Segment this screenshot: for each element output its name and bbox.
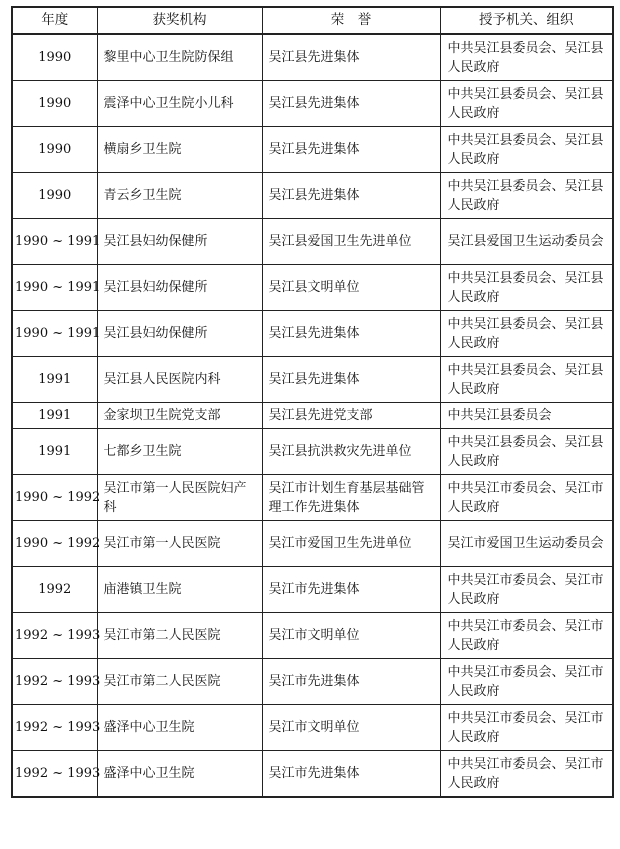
table-row	[12, 81, 613, 127]
grantor-cell: 中共吴江县委员会、吴江县人民政府	[440, 81, 613, 127]
table-row	[12, 429, 613, 475]
honor-cell: 吴江市文明单位	[262, 613, 440, 659]
institution-cell: 庙港镇卫生院	[97, 567, 262, 613]
institution-cell: 吴江县妇幼保健所	[97, 219, 262, 265]
grantor-cell: 中共吴江市委员会、吴江市人民政府	[440, 705, 613, 751]
honor-cell: 吴江县先进集体	[262, 127, 440, 173]
grantor-cell: 中共吴江县委员会	[440, 403, 613, 429]
table-row	[12, 475, 613, 521]
table-row	[12, 403, 613, 429]
year-cell: 1990	[12, 173, 97, 219]
table-row	[12, 173, 613, 219]
header-year: 年度	[12, 7, 97, 34]
grantor-cell: 中共吴江县委员会、吴江县人民政府	[440, 311, 613, 357]
year-cell: 1992 ~ 1993	[12, 613, 97, 659]
institution-cell: 吴江市第二人民医院	[97, 613, 262, 659]
year-cell: 1990	[12, 81, 97, 127]
institution-cell: 吴江县人民医院内科	[97, 357, 262, 403]
grantor-cell: 中共吴江县委员会、吴江县人民政府	[440, 265, 613, 311]
header-grantor: 授予机关、组织	[440, 7, 613, 34]
institution-cell: 盛泽中心卫生院	[97, 751, 262, 798]
institution-cell: 吴江市第一人民医院妇产科	[97, 475, 262, 521]
honor-cell: 吴江县先进集体	[262, 311, 440, 357]
grantor-cell: 中共吴江市委员会、吴江市人民政府	[440, 659, 613, 705]
year-cell: 1991	[12, 429, 97, 475]
table-row	[12, 219, 613, 265]
header-row	[12, 7, 613, 34]
honor-cell: 吴江县先进党支部	[262, 403, 440, 429]
institution-cell: 七都乡卫生院	[97, 429, 262, 475]
grantor-cell: 中共吴江县委员会、吴江县人民政府	[440, 34, 613, 81]
grantor-cell: 中共吴江县委员会、吴江县人民政府	[440, 357, 613, 403]
table-row	[12, 567, 613, 613]
institution-cell: 盛泽中心卫生院	[97, 705, 262, 751]
table-header	[12, 7, 613, 34]
year-cell: 1992	[12, 567, 97, 613]
grantor-cell: 中共吴江市委员会、吴江市人民政府	[440, 567, 613, 613]
grantor-cell: 中共吴江市委员会、吴江市人民政府	[440, 613, 613, 659]
honor-cell: 吴江市先进集体	[262, 659, 440, 705]
table-row	[12, 751, 613, 798]
honor-cell: 吴江县先进集体	[262, 357, 440, 403]
honor-cell: 吴江县先进集体	[262, 34, 440, 81]
honor-cell: 吴江县先进集体	[262, 173, 440, 219]
institution-cell: 金家坝卫生院党支部	[97, 403, 262, 429]
honor-cell: 吴江县先进集体	[262, 81, 440, 127]
institution-cell: 横扇乡卫生院	[97, 127, 262, 173]
grantor-cell: 吴江市爱国卫生运动委员会	[440, 521, 613, 567]
institution-cell: 青云乡卫生院	[97, 173, 262, 219]
year-cell: 1990	[12, 34, 97, 81]
header-honor: 荣 誉	[262, 7, 440, 34]
year-cell: 1990 ~ 1991	[12, 265, 97, 311]
year-cell: 1992 ~ 1993	[12, 751, 97, 798]
table-row	[12, 127, 613, 173]
grantor-cell: 吴江县爱国卫生运动委员会	[440, 219, 613, 265]
honor-cell: 吴江市计划生育基层基础管理工作先进集体	[262, 475, 440, 521]
institution-cell: 吴江市第二人民医院	[97, 659, 262, 705]
year-cell: 1991	[12, 357, 97, 403]
table-body	[12, 34, 613, 797]
table-row	[12, 311, 613, 357]
institution-cell: 吴江县妇幼保健所	[97, 311, 262, 357]
awards-table	[11, 6, 614, 798]
year-cell: 1990 ~ 1992	[12, 521, 97, 567]
grantor-cell: 中共吴江县委员会、吴江县人民政府	[440, 173, 613, 219]
year-cell: 1990 ~ 1991	[12, 219, 97, 265]
year-cell: 1990 ~ 1991	[12, 311, 97, 357]
honor-cell: 吴江市文明单位	[262, 705, 440, 751]
honor-cell: 吴江县文明单位	[262, 265, 440, 311]
table-row	[12, 659, 613, 705]
year-cell: 1991	[12, 403, 97, 429]
year-cell: 1992 ~ 1993	[12, 659, 97, 705]
table-row	[12, 521, 613, 567]
table-row	[12, 357, 613, 403]
year-cell: 1990 ~ 1992	[12, 475, 97, 521]
table-row	[12, 265, 613, 311]
grantor-cell: 中共吴江市委员会、吴江市人民政府	[440, 751, 613, 798]
honor-cell: 吴江市先进集体	[262, 751, 440, 798]
honor-cell: 吴江县抗洪救灾先进单位	[262, 429, 440, 475]
year-cell: 1992 ~ 1993	[12, 705, 97, 751]
table-row	[12, 34, 613, 81]
grantor-cell: 中共吴江县委员会、吴江县人民政府	[440, 429, 613, 475]
institution-cell: 黎里中心卫生院防保组	[97, 34, 262, 81]
institution-cell: 震泽中心卫生院小儿科	[97, 81, 262, 127]
honor-cell: 吴江县爱国卫生先进单位	[262, 219, 440, 265]
header-institution: 获奖机构	[97, 7, 262, 34]
institution-cell: 吴江市第一人民医院	[97, 521, 262, 567]
table-row	[12, 705, 613, 751]
year-cell: 1990	[12, 127, 97, 173]
honor-cell: 吴江市先进集体	[262, 567, 440, 613]
grantor-cell: 中共吴江市委员会、吴江市人民政府	[440, 475, 613, 521]
institution-cell: 吴江县妇幼保健所	[97, 265, 262, 311]
table-row	[12, 613, 613, 659]
honor-cell: 吴江市爱国卫生先进单位	[262, 521, 440, 567]
grantor-cell: 中共吴江县委员会、吴江县人民政府	[440, 127, 613, 173]
